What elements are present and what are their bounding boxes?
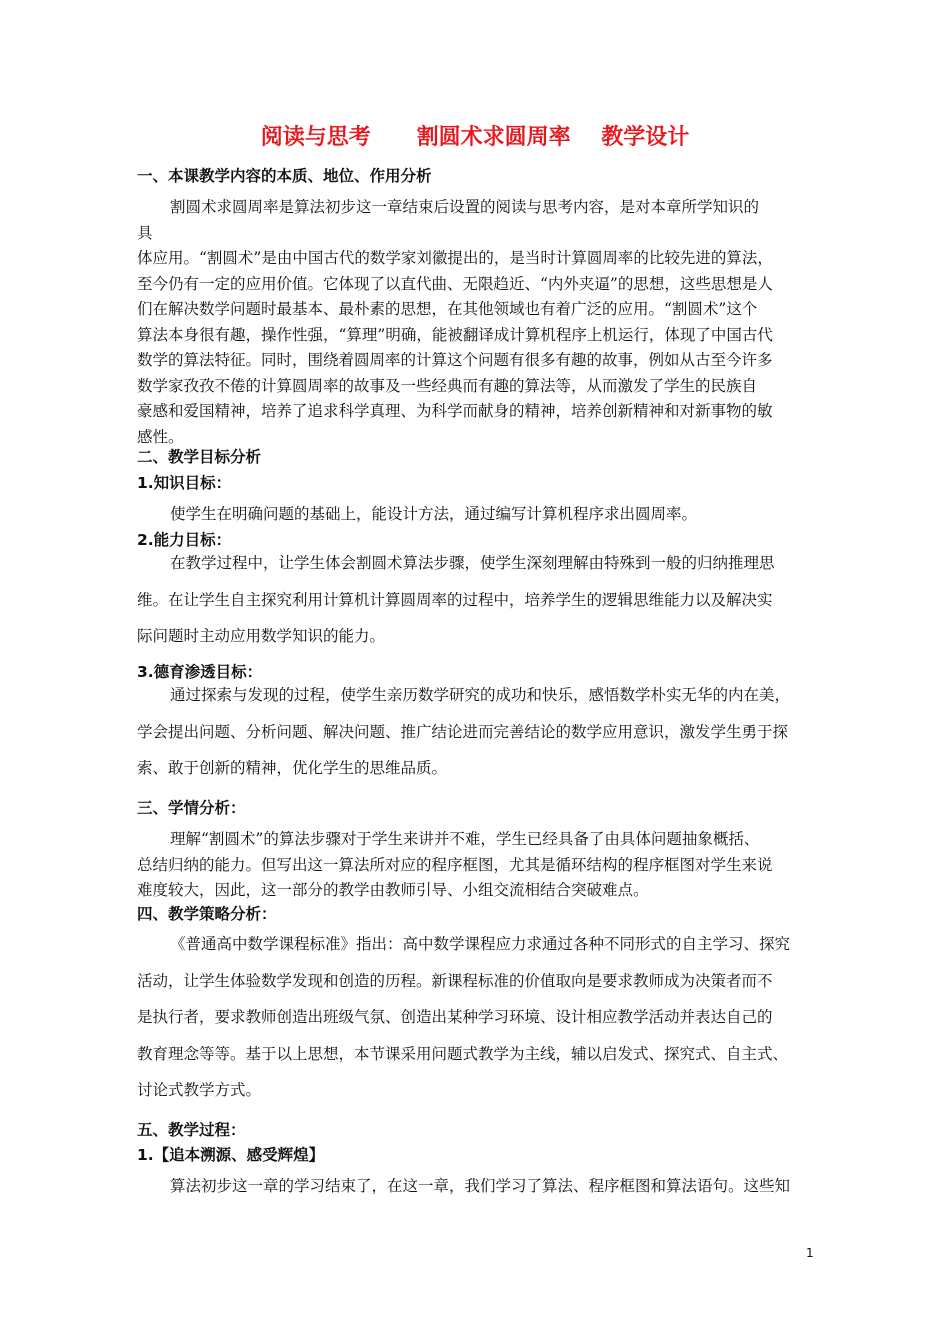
paragraph-line: 维。在让学生自主探究利用计算机计算圆周率的过程中，培养学生的逻辑思维能力以及解决实 [137, 590, 773, 609]
section-heading-5: 五、教学过程： [137, 1121, 246, 1139]
section-3-body [137, 827, 817, 904]
paragraph-line: 算法初步这一章的学习结束了，在这一章，我们学习了算法、程序框图和算法语句。这些知 [170, 1177, 791, 1195]
section-heading-3: 三、学情分析： [137, 799, 246, 817]
paragraph-line: 至今仍有一定的应用价值。它体现了以直代曲、无限趋近、“内外夹逼”的思想，这些思想是人 [137, 274, 773, 293]
paragraph-line: 际问题时主动应用数学知识的能力。 [137, 627, 386, 645]
paragraph-line: 数学的算法特征。同时，围绕着圆周率的计算这个问题有很多有趣的故事，例如从古至今许多 [137, 351, 773, 369]
ability-goals-body [137, 545, 817, 655]
subheading-knowledge-goals: 1.知识目标： [137, 474, 232, 492]
paragraph-line: 数学家孜孜不倦的计算圆周率的故事及一些经典而有趣的算法等，从而激发了学生的民族自 [137, 376, 758, 395]
page-number: 1 [806, 1246, 814, 1260]
paragraph-line: 在教学过程中，让学生体会割圆术算法步骤，使学生深刻理解由特殊到一般的归纳推理思 [170, 554, 775, 572]
paragraph-line: 总结归纳的能力。但写出这一算法所对应的程序框图，尤其是循环结构的程序框图对学生来说 [137, 855, 773, 874]
subheading-trace-origin: 1.【追本溯源、感受辉煌】 [137, 1146, 325, 1164]
knowledge-goals-body [137, 502, 817, 528]
paragraph-line: 索、敢于创新的精神，优化学生的思维品质。 [137, 759, 448, 777]
paragraph-line: 使学生在明确问题的基础上，能设计方法，通过编写计算机程序求出圆周率。 [170, 505, 698, 523]
paragraph-line: 豪感和爱国精神，培养了追求科学真理、为科学而献身的精神，培养创新精神和对新事物的敏 [137, 402, 773, 420]
paragraph-line: 理解“割圆术”的算法步骤对于学生来讲并不难，学生已经具备了由具体问题抽象概括、 [170, 830, 760, 848]
paragraph-line: 具 [137, 223, 153, 242]
paragraph-line: 感性。 [137, 427, 184, 446]
subheading-ability-goals: 2.能力目标： [137, 531, 232, 549]
subheading-moral-goals: 3.德育渗透目标： [137, 663, 263, 681]
paragraph-line: 算法本身很有趣，操作性强，“算理”明确，能被翻译成计算机程序上机运行，体现了中国古代 [137, 325, 773, 344]
section-heading-4: 四、教学策略分析： [137, 905, 277, 923]
paragraph-line: 活动，让学生体验数学发现和创造的历程。新课程标准的价值取向是要求教师成为决策者而不 [137, 971, 773, 990]
section-4-body [137, 926, 817, 1109]
paragraph-line: 教育理念等等。基于以上思想，本节课采用问题式教学为主线，辅以启发式、探究式、自主式、 [137, 1044, 789, 1063]
paragraph-line: 学会提出问题、分析问题、解决问题、推广结论进而完善结论的数学应用意识，激发学生勇于探 [137, 722, 789, 741]
paragraph-line: 体应用。“割圆术”是由中国古代的数学家刘徽提出的，是当时计算圆周率的比较先进的算法， [137, 249, 773, 267]
section-heading-1: 一、本课教学内容的本质、地位、作用分析 [137, 167, 432, 185]
section-1-body [137, 195, 817, 450]
section-heading-2: 二、教学目标分析 [137, 448, 262, 466]
trace-origin-body [137, 1174, 817, 1200]
paragraph-line: 是执行者，要求教师创造出班级气氛、创造出某种学习环境、设计相应教学活动并表达自己的 [137, 1008, 773, 1026]
paragraph-line: 讨论式教学方式。 [137, 1081, 262, 1099]
paragraph-line: 《普通高中数学课程标准》指出：高中数学课程应力求通过各种不同形式的自主学习、探究 [170, 935, 791, 953]
paragraph-line: 割圆术求圆周率是算法初步这一章结束后设置的阅读与思考内容，是对本章所学知识的 [170, 198, 760, 216]
paragraph-line: 们在解决数学问题时最基本、最朴素的思想，在其他领域也有着广泛的应用。“割圆术”这个 [137, 300, 758, 318]
paragraph-line: 难度较大，因此，这一部分的教学由教师引导、小组交流相结合突破难点。 [137, 881, 649, 899]
paragraph-line: 通过探索与发现的过程，使学生亲历数学研究的成功和快乐，感悟数学朴实无华的内在美， [170, 686, 791, 704]
document-title: 阅读与思考 割圆术求圆周率 教学设计 [260, 125, 690, 150]
moral-goals-body [137, 677, 817, 787]
